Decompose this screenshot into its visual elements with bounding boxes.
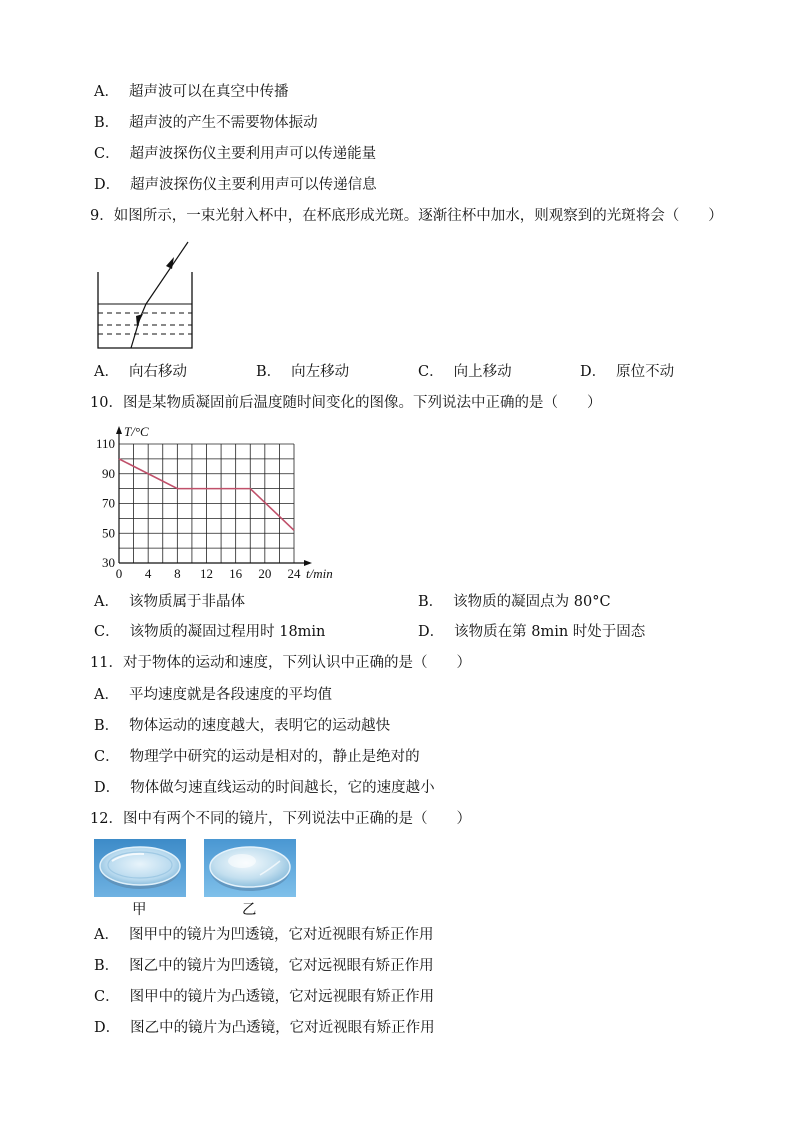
q8-option-c: C． 超声波探伤仪主要利用声可以传递能量: [94, 146, 377, 162]
q10-option-a: A． 该物质属于非晶体: [94, 594, 245, 610]
x-axis-label: t/min: [306, 566, 333, 581]
q12-option-a: A． 图甲中的镜片为凹透镜，它对近视眼有矫正作用: [94, 927, 434, 943]
y-tick-label: 30: [102, 555, 115, 570]
refracted-ray: [131, 304, 146, 348]
x-tick-label: 4: [144, 566, 152, 581]
q9-option-a: A． 向右移动: [94, 364, 187, 380]
q9-option-b: B． 向左移动: [256, 364, 350, 380]
q11-option-d: D． 物体做匀速直线运动的时间越长，它的速度越小: [94, 780, 435, 796]
cup-outline: [98, 272, 192, 348]
q11-stem: 11．对于物体的运动和速度，下列认识中正确的是（ ）: [90, 655, 471, 671]
q8-option-b: B． 超声波的产生不需要物体振动: [94, 115, 318, 131]
caption-yi: 乙: [242, 902, 257, 918]
x-tick-label: 20: [258, 566, 272, 581]
q11-option-a: A． 平均速度就是各段速度的平均值: [94, 687, 332, 703]
incident-ray: [146, 242, 188, 304]
y-tick-label: 90: [102, 465, 115, 481]
y-axis-label: T/°C: [124, 424, 149, 439]
ray-arrow-top: [166, 257, 174, 269]
q9-stem: 9．如图所示，一束光射入杯中，在杯底形成光斑。逐渐往杯中加水，则观察到的光斑将会（ ）: [90, 208, 723, 224]
q10-temperature-chart: [90, 420, 350, 585]
q10-stem: 10．图是某物质凝固前后温度随时间变化的图像。下列说法中正确的是（ ）: [90, 395, 602, 411]
caption-jia: 甲: [132, 902, 147, 918]
lens-photo-yi: [204, 839, 296, 897]
x-tick-label: 0: [115, 566, 123, 581]
y-tick-label: 110: [95, 436, 115, 451]
q11-option-b: B． 物体运动的速度越大，表明它的运动越快: [94, 718, 391, 734]
q11-option-c: C． 物理学中研究的运动是相对的，静止是绝对的: [94, 749, 420, 765]
q10-option-d: D． 该物质在第 8min 时处于固态: [418, 624, 646, 640]
q9-cup-figure: [96, 240, 196, 352]
y-axis-arrow: [116, 426, 122, 434]
lens-photo-jia: [94, 839, 186, 897]
y-tick-label: 70: [102, 495, 115, 511]
q9-option-c: C． 向上移动: [418, 364, 512, 380]
q12-option-d: D． 图乙中的镜片为凸透镜，它对近视眼有矫正作用: [94, 1020, 435, 1036]
q8-option-d: D． 超声波探伤仪主要利用声可以传递信息: [94, 177, 377, 193]
x-tick-label: 12: [200, 566, 213, 581]
x-tick-label: 8: [174, 566, 181, 581]
q9-option-d: D． 原位不动: [580, 364, 675, 380]
x-tick-label: 16: [229, 566, 243, 581]
ray-arrow-bottom: [136, 314, 143, 326]
q10-option-b: B． 该物质的凝固点为 80°C: [418, 594, 611, 610]
q12-stem: 12．图中有两个不同的镜片，下列说法中正确的是（ ）: [90, 811, 471, 827]
x-tick-label: 24: [287, 566, 301, 581]
q12-option-b: B． 图乙中的镜片为凹透镜，它对远视眼有矫正作用: [94, 958, 434, 974]
y-tick-label: 50: [102, 525, 115, 541]
q8-option-a: A． 超声波可以在真空中传播: [94, 84, 289, 100]
q10-option-c: C． 该物质的凝固过程用时 18min: [94, 624, 326, 640]
q12-option-c: C． 图甲中的镜片为凸透镜，它对远视眼有矫正作用: [94, 989, 435, 1005]
